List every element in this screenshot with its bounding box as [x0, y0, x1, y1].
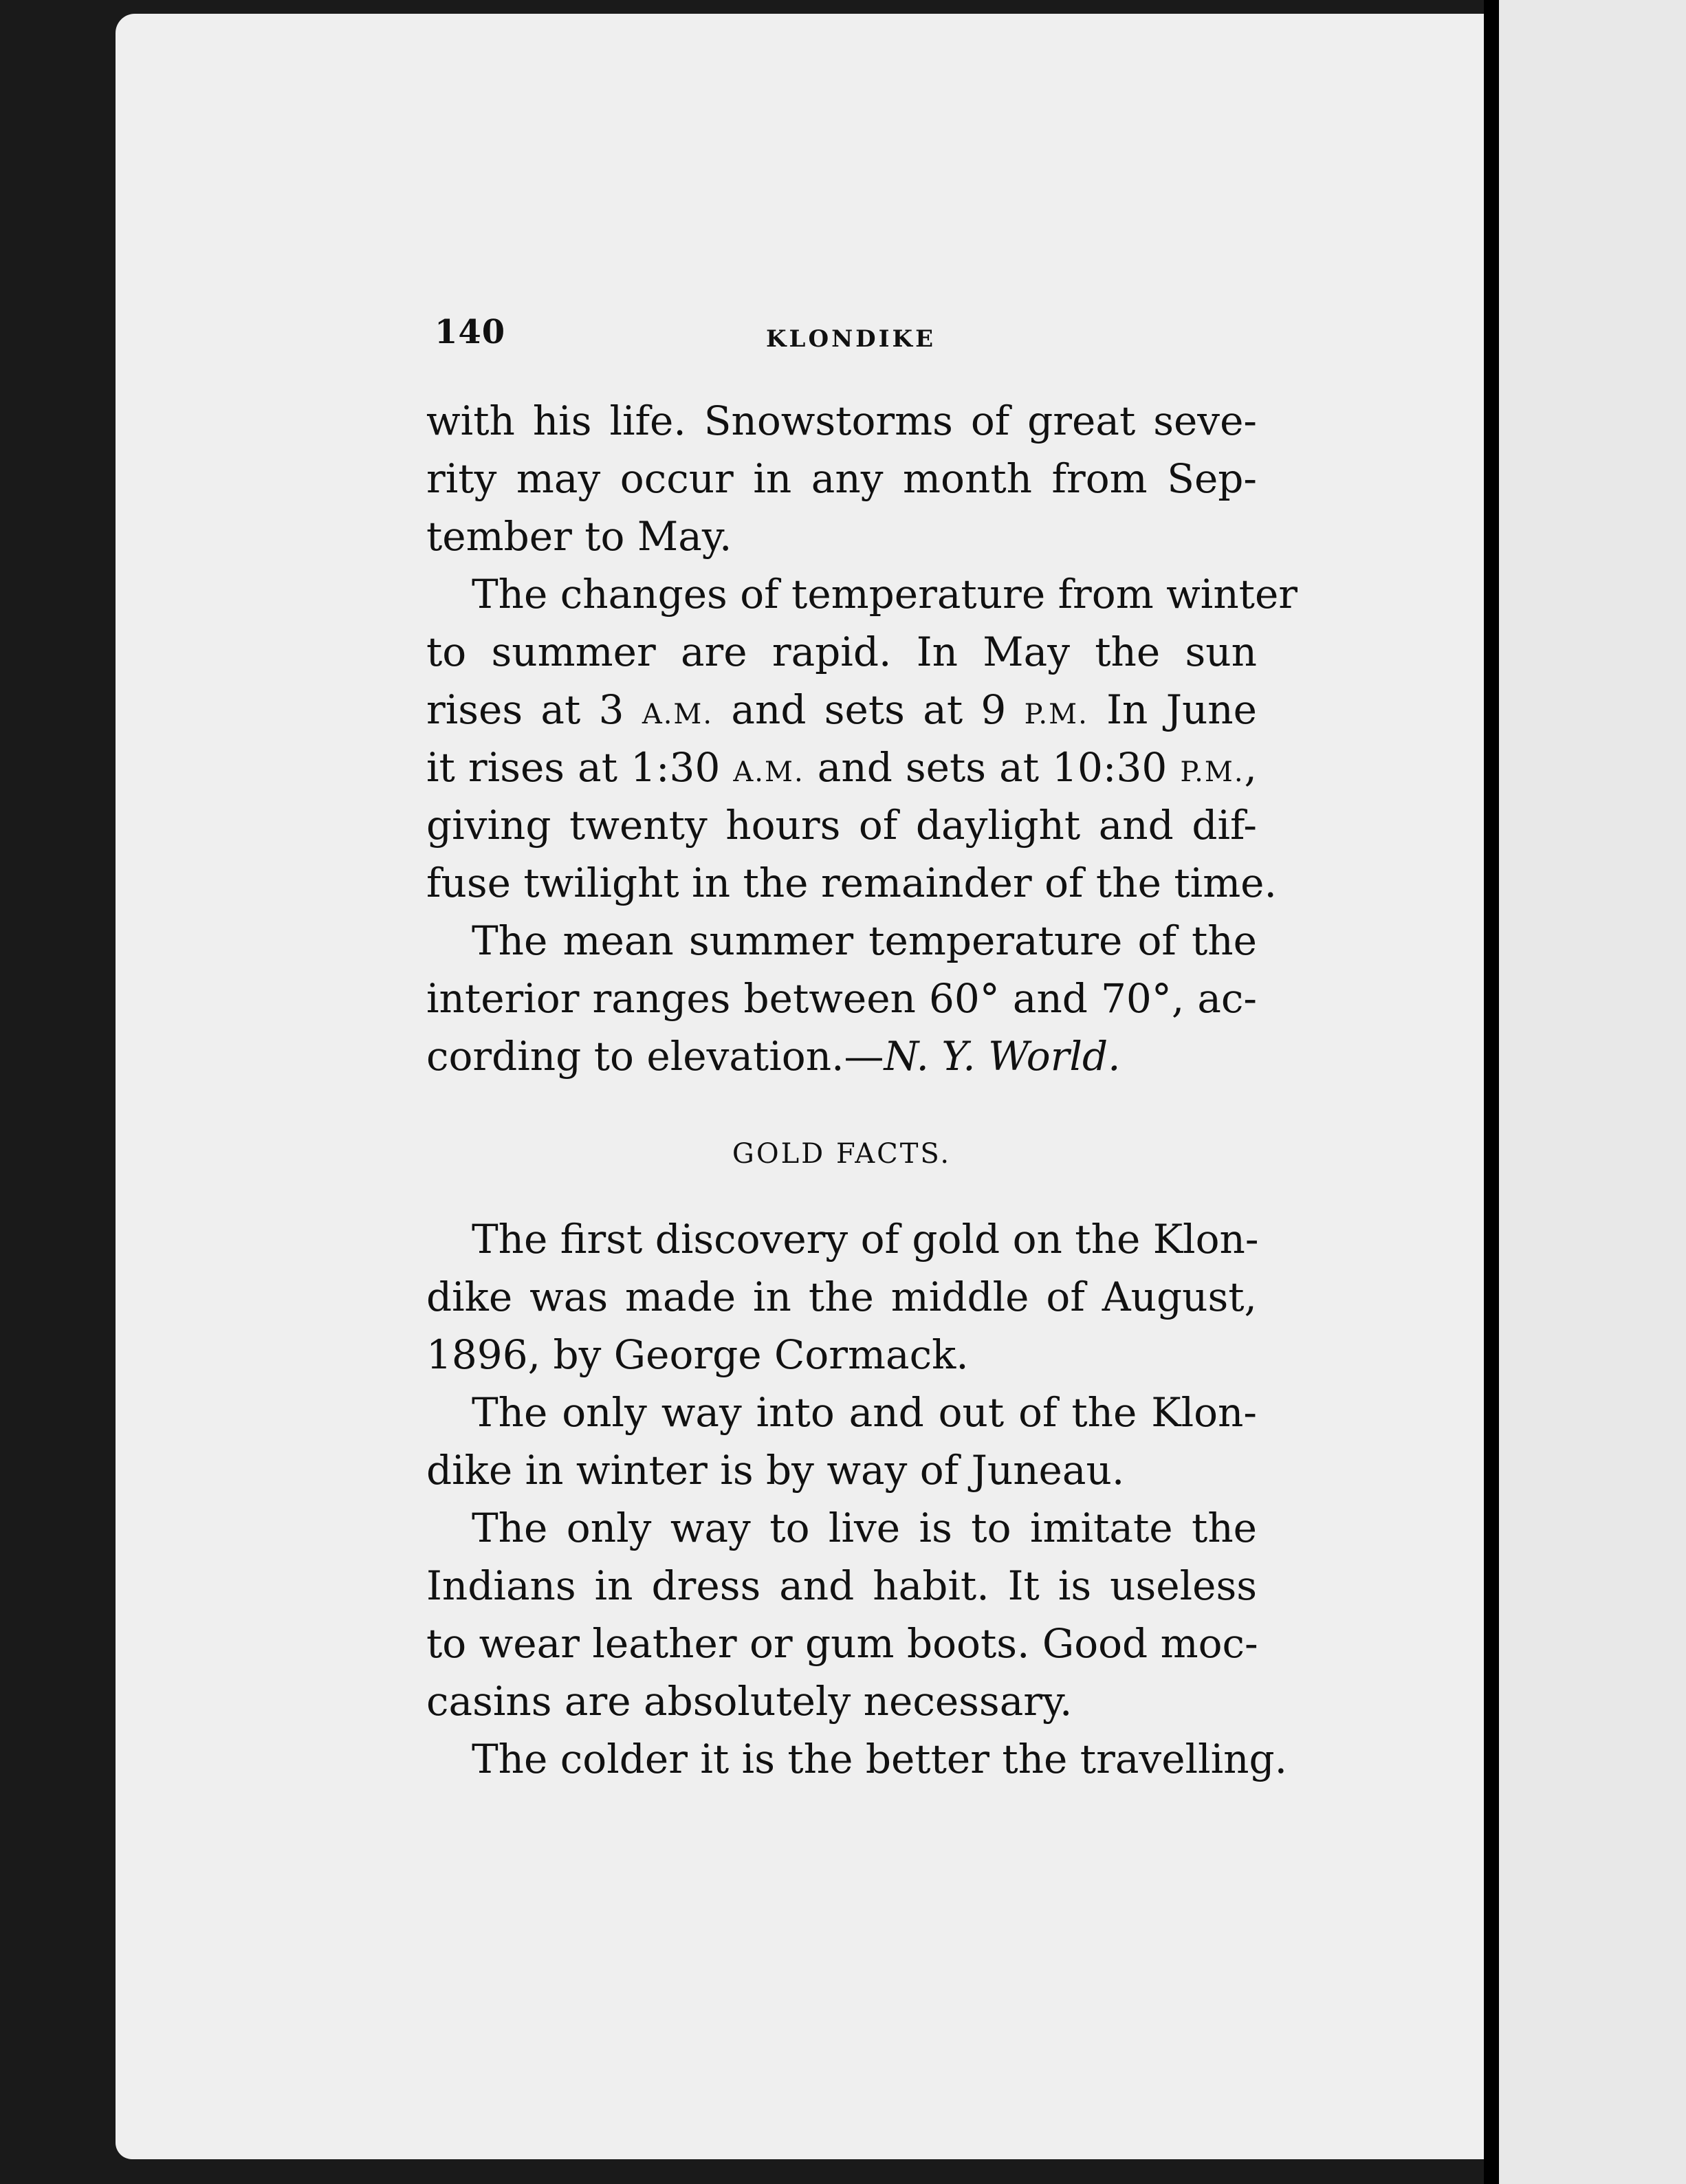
text-run: In June	[1088, 686, 1257, 733]
text-run: rises at 3	[426, 686, 642, 733]
text-line: The mean summer temperature of the	[472, 917, 1257, 964]
text-line: with his life. Snowstorms of great seve-	[426, 397, 1257, 444]
text-run: it rises at 1:30	[426, 744, 734, 791]
text-line	[426, 681, 1257, 739]
page-number: 140	[435, 313, 506, 351]
paragraph-first-discovery	[426, 1210, 1257, 1384]
text-line: to wear leather or gum boots. Good moc-	[426, 1620, 1258, 1667]
book-gutter	[1484, 0, 1499, 2184]
text-line: The only way to live is to imitate the	[472, 1505, 1257, 1551]
time-abbreviation: A.M.	[733, 756, 804, 788]
paragraph-imitate-indians	[426, 1499, 1257, 1730]
paragraph-travelling	[426, 1730, 1288, 1788]
text-line: dike was made in the middle of August,	[426, 1274, 1257, 1320]
paragraph-snowstorms	[426, 392, 1257, 565]
text-line: interior ranges between 60° and 70°, ac-	[426, 975, 1257, 1022]
time-abbreviation: P.M.	[1024, 699, 1088, 730]
text-line: The colder it is the better the travelling.	[472, 1736, 1288, 1782]
text-run: and sets at 9	[713, 686, 1025, 733]
text-line: fuse twilight in the remainder of the time.	[426, 860, 1277, 906]
page-header	[435, 313, 1260, 361]
text-line: rity may occur in any month from Sep-	[426, 455, 1257, 502]
paragraph-mean-temperature	[426, 912, 1257, 1085]
running-head: KLONDIKE	[766, 325, 937, 353]
text-run: cording to elevation.—	[426, 1033, 884, 1080]
facing-page-edge	[1499, 0, 1686, 2184]
text-line: The first discovery of gold on the Klon-	[472, 1216, 1259, 1263]
text-line	[426, 1027, 1257, 1085]
section-heading: GOLD FACTS.	[732, 1138, 952, 1170]
time-abbreviation: P.M.	[1180, 756, 1245, 788]
text-line: giving twenty hours of daylight and dif-	[426, 802, 1257, 849]
paragraph-temperature-changes	[426, 565, 1298, 912]
text-line: dike in winter is by way of Juneau.	[426, 1447, 1125, 1494]
text-line	[426, 739, 1257, 796]
paragraph-juneau	[426, 1384, 1257, 1499]
time-abbreviation: A.M.	[642, 699, 714, 730]
text-line: 1896, by George Cormack.	[426, 1331, 969, 1378]
text-line: Indians in dress and habit. It is useless	[426, 1562, 1257, 1609]
text-line: tember to May.	[426, 513, 732, 560]
text-run: ,	[1244, 744, 1257, 791]
text-line: to summer are rapid. In May the sun	[426, 629, 1257, 675]
text-line: The only way into and out of the Klon-	[472, 1389, 1257, 1436]
text-run: and sets at 10:30	[804, 744, 1181, 791]
page-body	[426, 392, 1298, 1788]
text-line: casins are absolutely necessary.	[426, 1678, 1073, 1725]
source-citation: N. Y. World.	[884, 1033, 1121, 1080]
text-line: The changes of temperature from winter	[472, 571, 1298, 618]
